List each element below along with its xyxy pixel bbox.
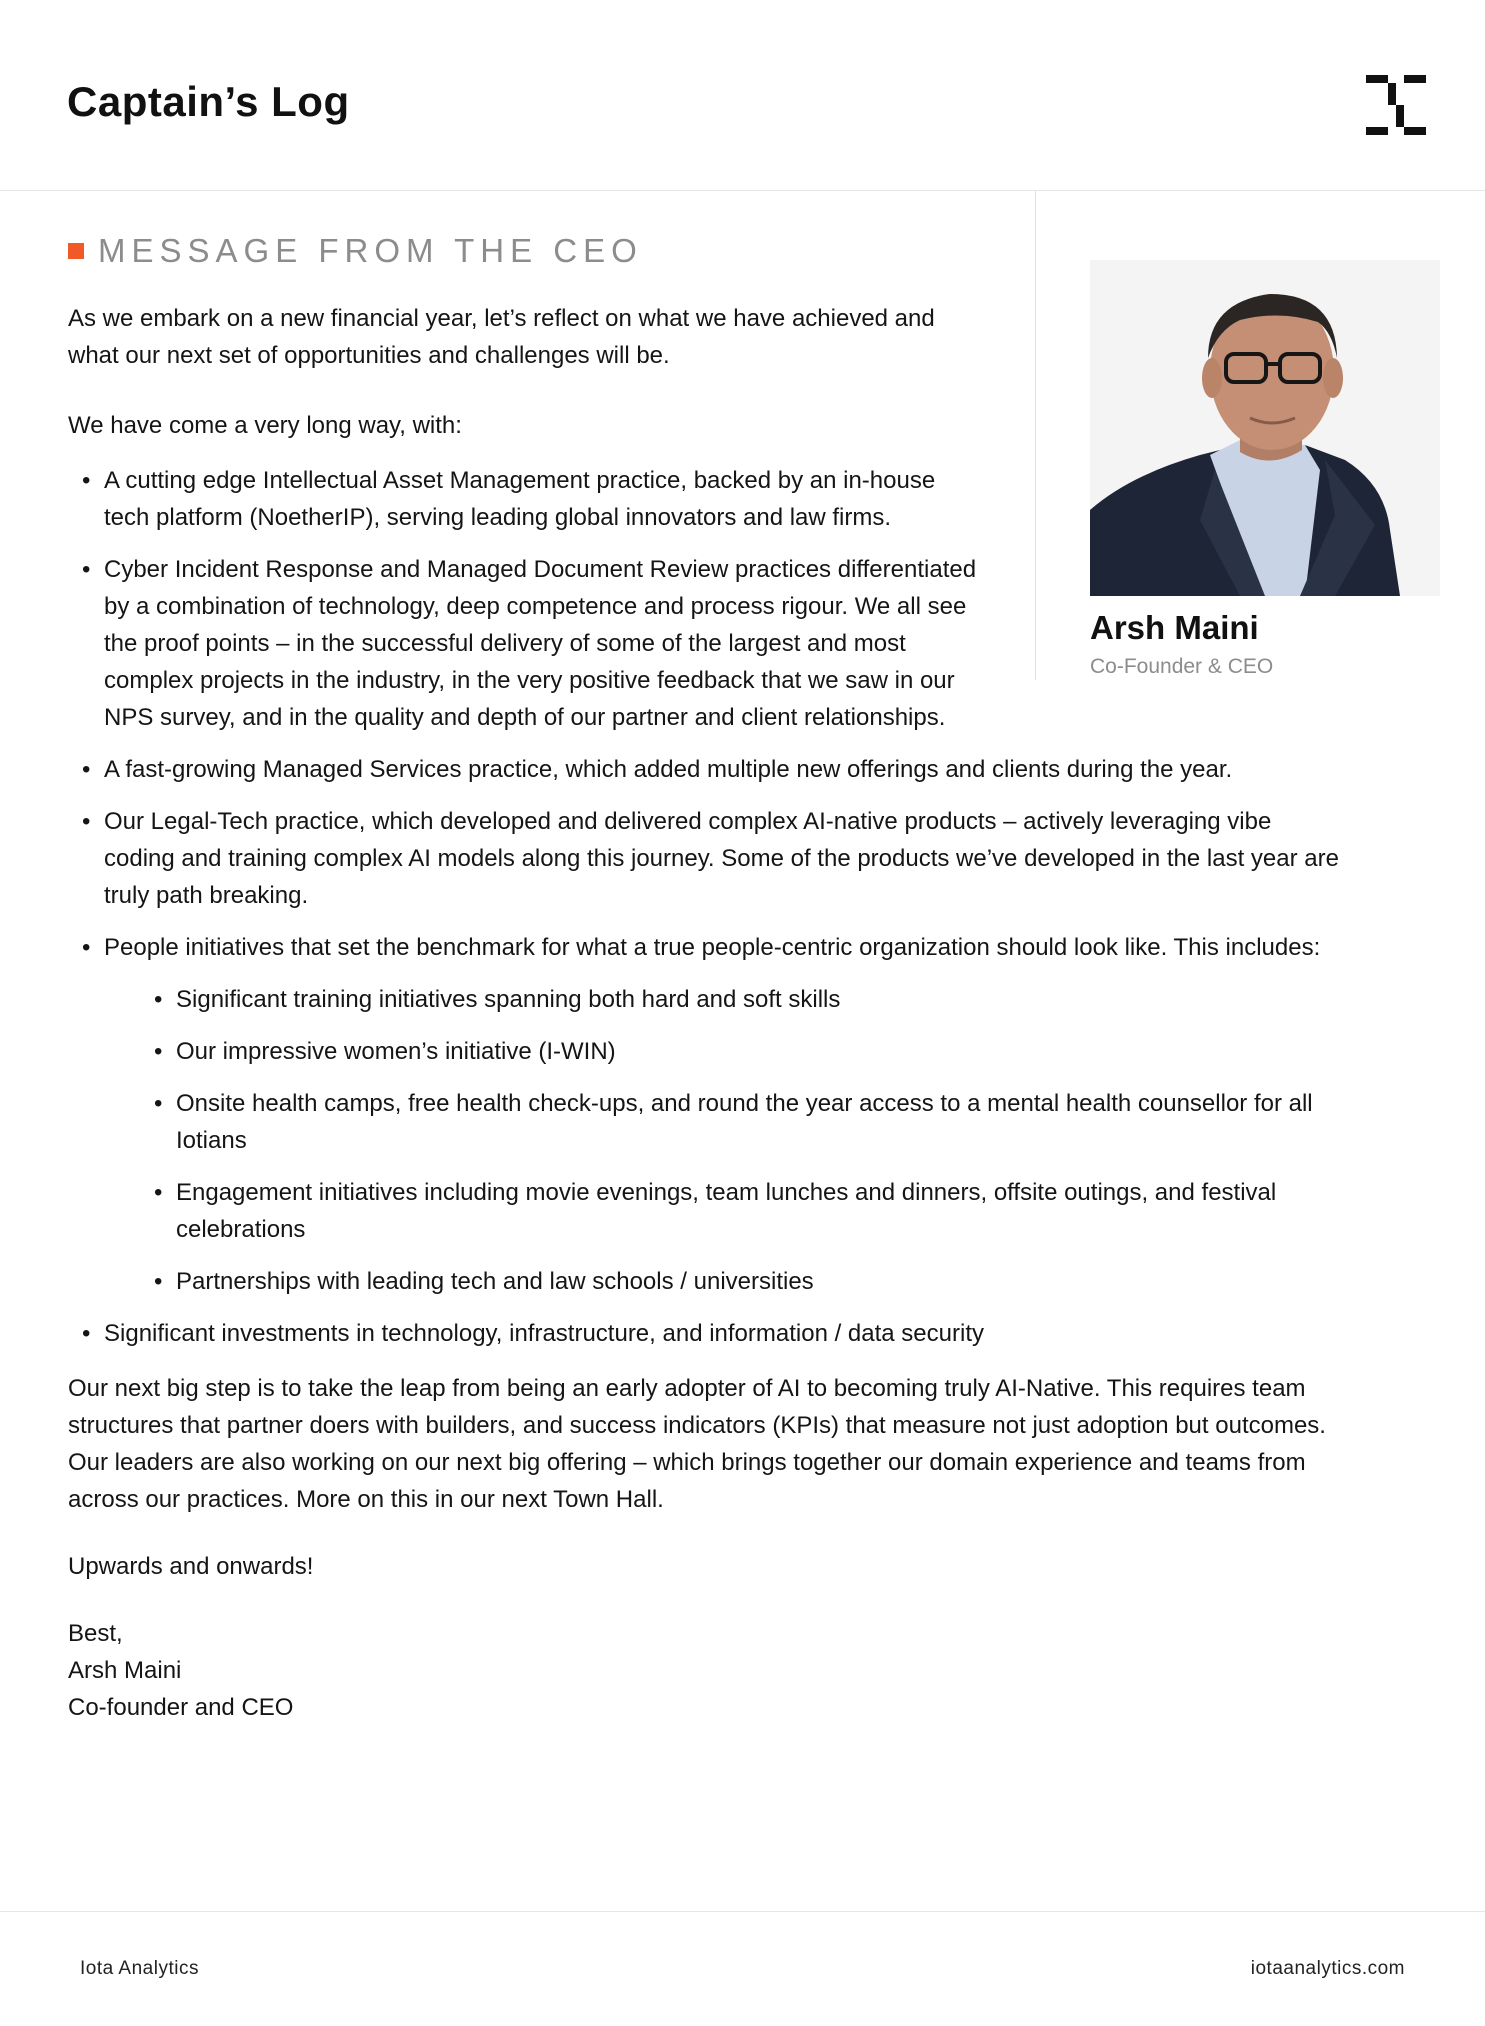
footer-company: Iota Analytics — [80, 1958, 199, 1979]
signoff-name: Arsh Maini — [68, 1657, 182, 1684]
sub-list-item: • Onsite health camps, free health check-ups, and round the year access to a mental health counsellor for all Iotians — [176, 1085, 1348, 1159]
sub-list-item: • Engagement initiatives including movie evenings, team lunches and dinners, offsite outings, and festival celebrations — [176, 1174, 1348, 1248]
intro-paragraph: As we embark on a new financial year, let’s reflect on what we have achieved and what our next set of opportunities and challenges will be. — [68, 305, 935, 369]
signoff-title: Co-founder and CEO — [68, 1694, 294, 1721]
sub-list-item: • Our impressive women’s initiative (I-WIN) — [176, 1033, 1348, 1070]
people-initiatives-list — [104, 981, 1348, 1300]
signoff-greeting: Best, — [68, 1620, 123, 1647]
signoff — [68, 1615, 1348, 1726]
list-item: • Our Legal-Tech practice, which developed and delivered complex AI-native products – actively leveraging vibe coding and training complex AI models along this journey. Some of the products we’ve developed in the last year are truly path breaking. — [104, 803, 1348, 914]
list-item — [104, 929, 1348, 1300]
next-step-paragraph: Our next big step is to take the leap from being an early adopter of AI to becoming truly AI-Native. This requires team structures that partner doers with builders, and success indicators (KPIs) that measure not just adoption but outcomes. Our leaders are also working on our next big offering – which brings together our domain experience and teams from across our practices. More on this in our next Town Hall. — [68, 1375, 1326, 1513]
page-header — [0, 0, 1485, 191]
letter-body — [68, 300, 1348, 1726]
sub-list-item: • Partnerships with leading tech and law schools / universities — [176, 1263, 1348, 1300]
page-footer — [0, 1911, 1485, 2026]
list-item-text: People initiatives that set the benchmark for what a true people-centric organization should look like. This includes: — [104, 934, 1321, 961]
section-label-text: MESSAGE FROM THE CEO — [98, 232, 643, 269]
page-title: Captain’s Log — [67, 78, 350, 125]
footer-website-link[interactable]: iotaanalytics.com — [1250, 1958, 1405, 1979]
closing-line: Upwards and onwards! — [68, 1553, 314, 1580]
section-label — [68, 232, 643, 270]
list-item: • Significant investments in technology, infrastructure, and information / data security — [104, 1315, 1348, 1352]
achievements-list — [68, 462, 1348, 1352]
sub-list-item: • Significant training initiatives spanning both hard and soft skills — [176, 981, 1348, 1018]
accent-square — [68, 243, 84, 259]
iota-bracket-logo-icon — [1366, 75, 1426, 135]
profile-name: Arsh Maini — [1090, 609, 1259, 646]
profile-role: Co-Founder & CEO — [1090, 655, 1274, 678]
lead-paragraph: We have come a very long way, with: — [68, 412, 462, 439]
list-item: • Cyber Incident Response and Managed Document Review practices differentiated by a combination of technology, deep competence and process rigour. We all see the proof points – in the successful delivery of some of the largest and most complex projects in the industry, in the very positive feedback that we saw in our NPS survey, and in the quality and depth of our partner and client relationships. — [104, 551, 984, 736]
list-item: • A fast-growing Managed Services practice, which added multiple new offerings and clients during the year. — [104, 751, 1348, 788]
list-item: • A cutting edge Intellectual Asset Management practice, backed by an in-house tech platform (NoetherIP), serving leading global innovators and law firms. — [104, 462, 984, 536]
